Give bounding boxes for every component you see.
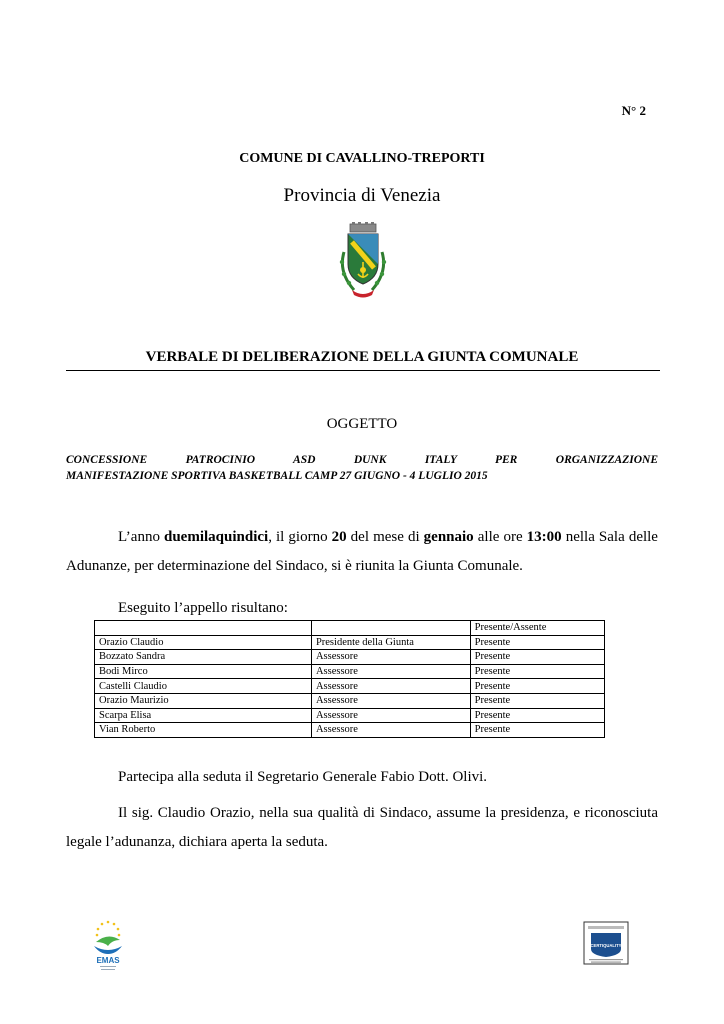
year-value: duemilaquindici [164,529,269,545]
document-number: N° 2 [621,103,646,118]
coat-of-arms-icon [334,222,392,300]
month-value: gennaio [423,529,474,545]
member-name: Orazio Maurizio [95,693,312,708]
member-name: Orazio Claudio [95,635,312,650]
subject-label: OGGETTO [326,416,398,432]
member-status: Presente [470,650,604,665]
svg-text:CERTIQUALITY: CERTIQUALITY [590,943,622,948]
verbale-title: VERBALE DI DELIBERAZIONE DELLA GIUNTA COMUNALE [145,349,579,365]
member-status: Presente [470,723,604,738]
table-row [95,650,605,665]
member-status: Presente [470,635,604,650]
table-row [95,693,605,708]
subject-text [66,452,658,484]
member-role: Assessore [311,693,470,708]
intro-paragraph: L’anno duemilaquindici, il giorno 20 del mese di gennaio alle ore 13:00 nella Sala delle Adunanze, per determinazione del Sindaco, si è riunita la Giunta Comunale. [66,529,658,574]
presidency-paragraph: Il sig. Claudio Orazio, nella sua qualità di Sindaco, assume la presidenza, e riconosciuta legale l’adunanza, dichiara aperta la seduta. [66,805,658,850]
title-divider [66,370,660,371]
municipality-name: COMUNE DI CAVALLINO-TREPORTI [239,151,485,166]
member-role: Assessore [311,650,470,665]
table-row [95,708,605,723]
table-header-cell: Presente/Assente [470,621,604,636]
table-row [95,723,605,738]
subject-line-1: CONCESSIONE PATROCINIO ASD DUNK ITALY PER ORGANIZZAZIONE [66,454,658,466]
table-row [95,635,605,650]
member-name: Bozzato Sandra [95,650,312,665]
member-role: Assessore [311,664,470,679]
member-status: Presente [470,664,604,679]
table-header-cell [95,621,312,636]
emas-logo-icon [88,918,128,974]
member-name: Bodi Mirco [95,664,312,679]
member-status: Presente [470,679,604,694]
member-name: Vian Roberto [95,723,312,738]
member-role: Assessore [311,708,470,723]
svg-text:EMAS: EMAS [96,956,120,965]
table-header-row [95,621,605,636]
certification-logo-icon [583,921,629,965]
member-role: Assessore [311,723,470,738]
time-value: 13:00 [526,529,562,545]
member-name: Castelli Claudio [95,679,312,694]
table-row [95,679,605,694]
member-role: Assessore [311,679,470,694]
province-name: Provincia di Venezia [283,185,441,206]
roll-call-label: Eseguito l’appello risultano: [118,600,288,616]
table-header-cell [311,621,470,636]
day-value: 20 [331,529,347,545]
member-role: Presidente della Giunta [311,635,470,650]
table-row [95,664,605,679]
member-name: Scarpa Elisa [95,708,312,723]
attendance-table [94,620,605,738]
member-status: Presente [470,693,604,708]
secretary-paragraph: Partecipa alla seduta il Segretario Generale Fabio Dott. Olivi. [118,769,488,785]
member-status: Presente [470,708,604,723]
subject-line-2: MANIFESTAZIONE SPORTIVA BASKETBALL CAMP 27 GIUGNO - 4 LUGLIO 2015 [66,470,488,482]
